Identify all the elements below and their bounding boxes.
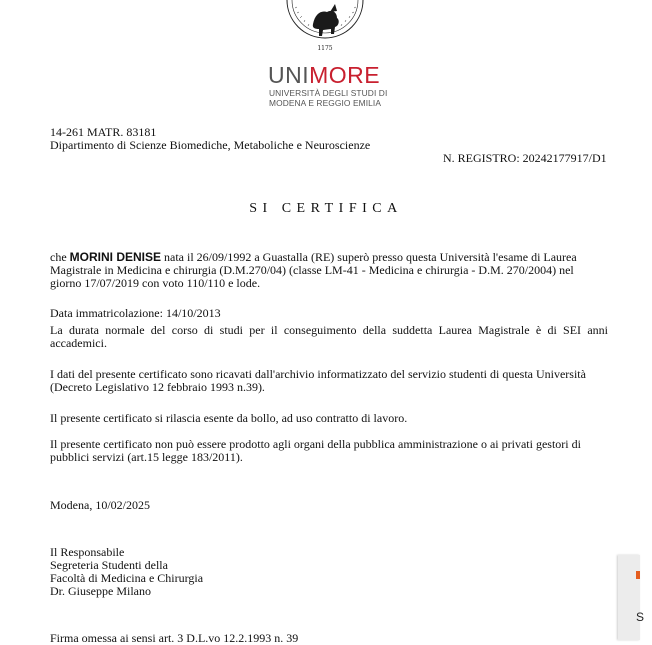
pa-line-1: Il presente certificato non può essere prodotto agli organi della pubblica amministrazione o ai privati gestori di bbox=[50, 437, 581, 451]
student-name: MORINI DENISE bbox=[69, 250, 161, 264]
prefix-che: che bbox=[50, 250, 70, 264]
signature-line-4: Dr. Giuseppe Milano bbox=[50, 584, 151, 598]
signature-line-1: Il Responsabile bbox=[50, 545, 125, 559]
dipartimento: Dipartimento di Scienze Biomediche, Metaboliche e Neuroscienze bbox=[50, 138, 371, 152]
certification-line-1-rest: nata il 26/09/1992 a Guastalla (RE) superò presso questa Università l'esame di Laurea bbox=[161, 250, 577, 264]
logo-subtitle bbox=[269, 89, 387, 108]
signature-line-2: Segreteria Studenti della bbox=[50, 558, 168, 572]
dati-paragraph bbox=[50, 368, 608, 394]
pa-line-2: pubblici servizi (art.15 legge 183/2011). bbox=[50, 450, 243, 464]
data-immatricolazione: Data immatricolazione: 14/10/2013 bbox=[50, 306, 221, 320]
logo-subtitle-line-2: MODENA E REGGIO EMILIA bbox=[269, 97, 382, 108]
certification-line-3: giorno 17/07/2019 con voto 110/110 e lode. bbox=[50, 276, 261, 290]
matricola: 14-261 MATR. 83181 bbox=[50, 125, 157, 139]
logo-subtitle-line-1: UNIVERSITÀ DEGLI STUDI DI bbox=[269, 88, 388, 98]
panel-icon[interactable] bbox=[636, 571, 640, 579]
certificate-title: SI CERTIFICA bbox=[249, 201, 403, 216]
dati-line-2: (Decreto Legislativo 12 febbraio 1993 n.39). bbox=[50, 380, 265, 394]
pa-paragraph bbox=[50, 438, 608, 464]
certification-line-2: Magistrale in Medicina e chirurgia (D.M.270/04) (classe LM-41 - Medicina e chirurgia - D.M. 270/2004) nel bbox=[50, 263, 574, 277]
panel-letter: S bbox=[636, 610, 645, 624]
numero-registro: N. REGISTRO: 20242177917/D1 bbox=[443, 151, 607, 165]
durata-line-2: accademici. bbox=[50, 336, 107, 350]
bollo-note: Il presente certificato si rilascia esente da bollo, ad uso contratto di lavoro. bbox=[50, 411, 408, 425]
luogo-data: Modena, 10/02/2025 bbox=[50, 498, 150, 512]
unimore-logo bbox=[268, 63, 380, 87]
certification-paragraph bbox=[50, 251, 608, 290]
durata-line-1: La durata normale del corso di studi per il conseguimento della suddetta Laurea Magistrale è di SEI anni bbox=[50, 323, 608, 337]
university-seal bbox=[285, 0, 365, 58]
side-panel[interactable] bbox=[618, 555, 640, 640]
dati-line-1: I dati del presente certificato sono ricavati dall'archivio informatizzato del servizio studenti di questa Università bbox=[50, 367, 586, 381]
logo-word-more: MORE bbox=[309, 62, 381, 88]
logo-word-uni: UNI bbox=[268, 62, 310, 88]
seal-year: 1175 bbox=[317, 45, 333, 52]
signature-line-3: Facoltà di Medicina e Chirurgia bbox=[50, 571, 204, 585]
durata-paragraph bbox=[50, 324, 608, 350]
signature-block bbox=[50, 546, 203, 598]
firma-omessa-note: Firma omessa ai sensi art. 3 D.L.vo 12.2.1993 n. 39 bbox=[50, 631, 299, 645]
